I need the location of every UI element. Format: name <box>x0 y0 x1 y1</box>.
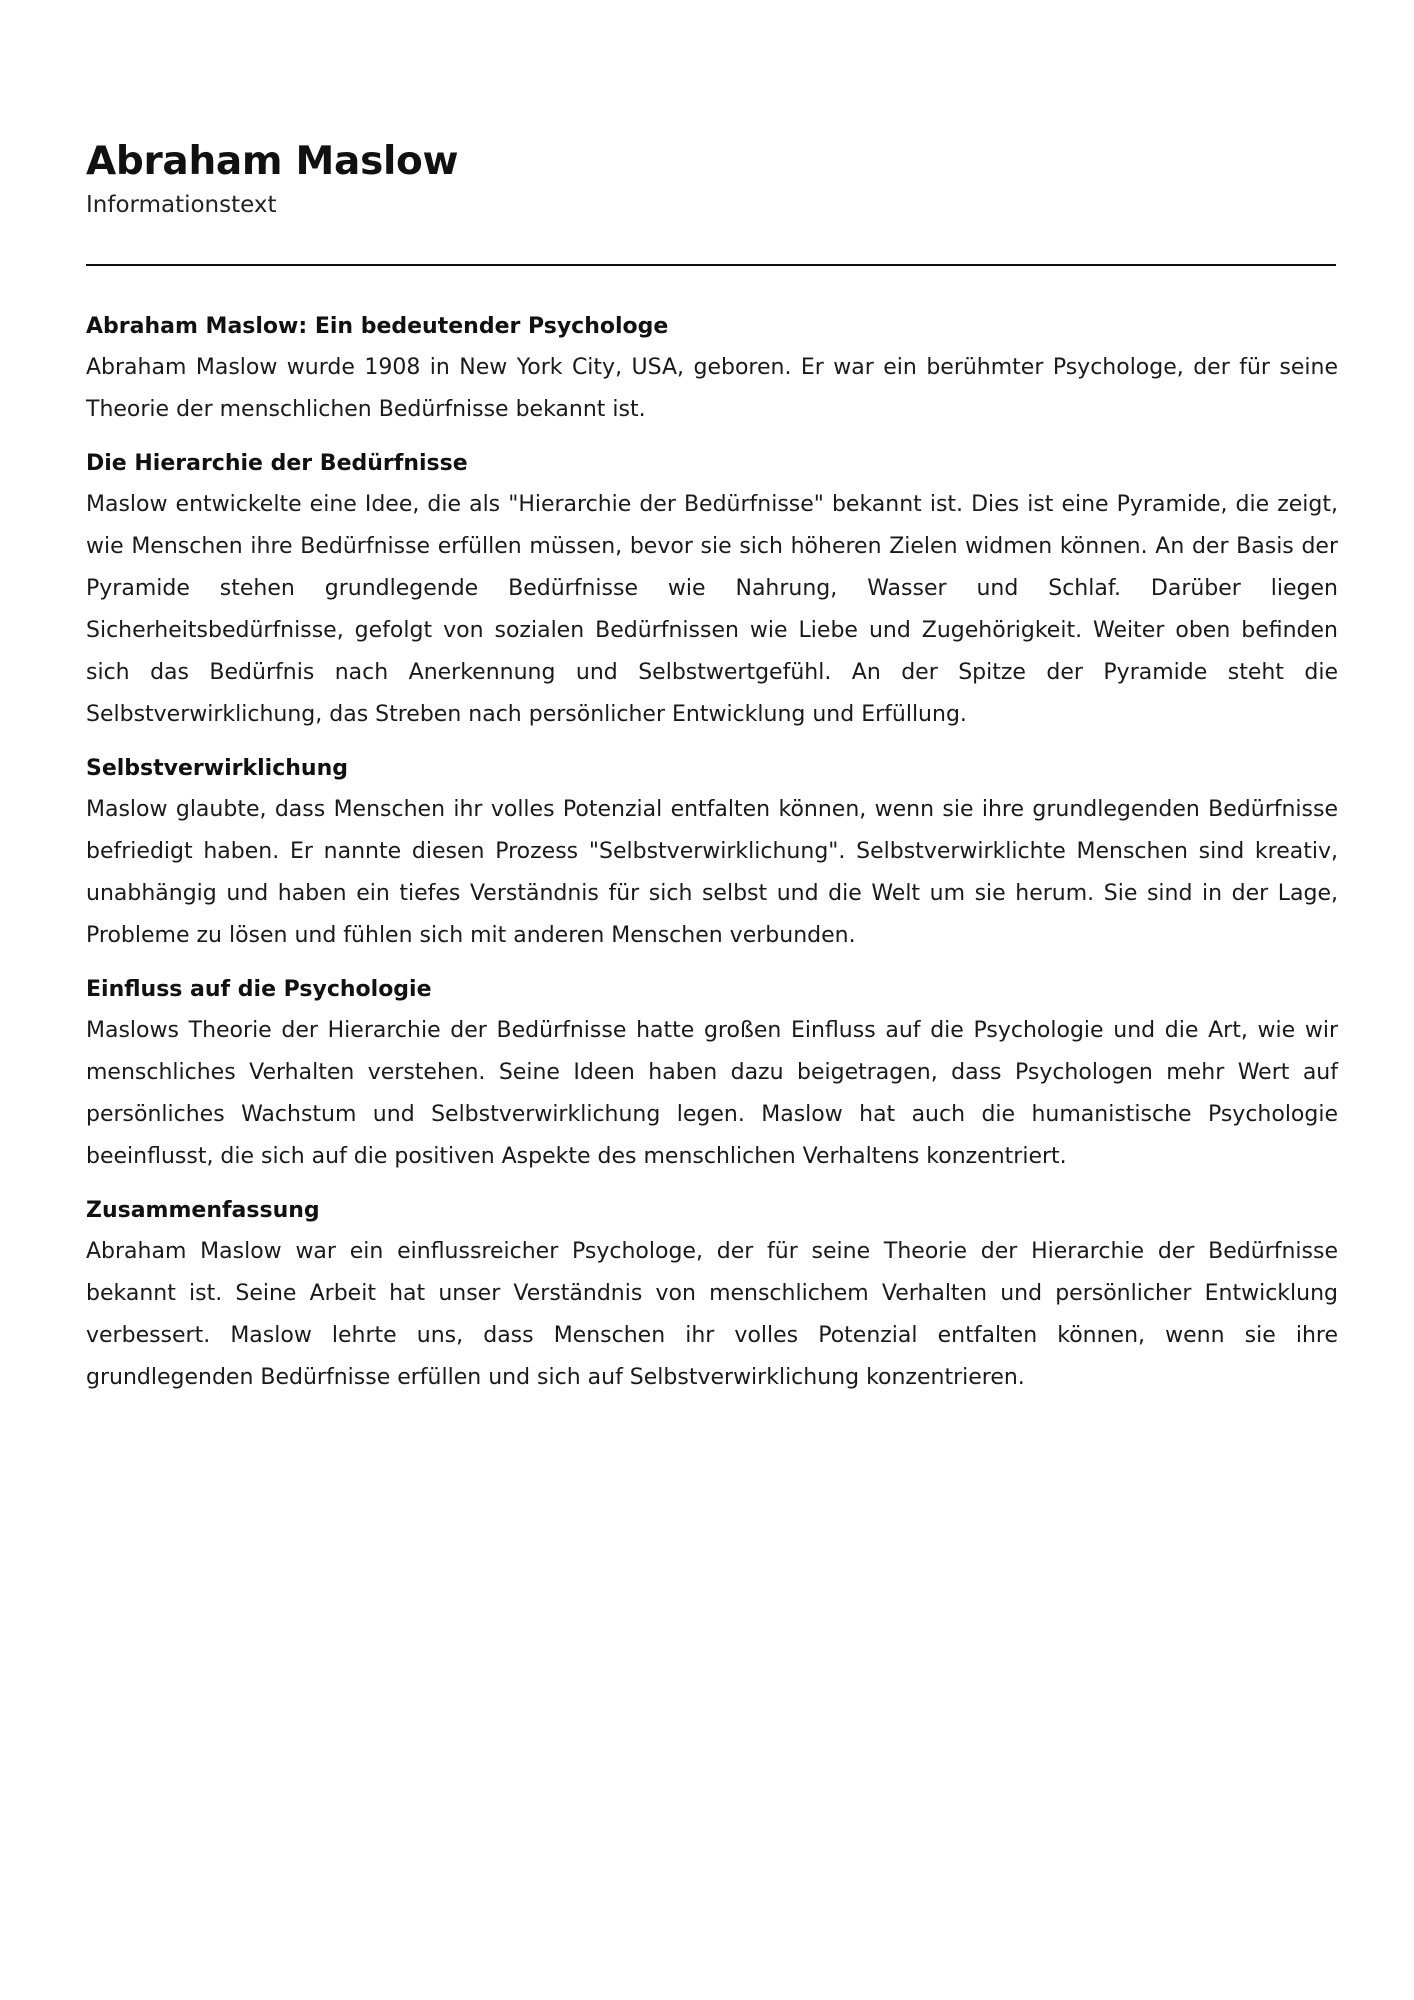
document-page <box>86 136 1338 1399</box>
section-biography <box>86 312 1338 431</box>
section-heading: Die Hierarchie der Bedürfnisse <box>86 451 468 476</box>
section-summary <box>86 1196 1338 1399</box>
section-heading: Abraham Maslow: Ein bedeutender Psychologe <box>86 314 669 339</box>
document-body <box>86 312 1338 1399</box>
title-divider <box>86 264 1336 266</box>
section-heading: Einfluss auf die Psychologie <box>86 977 432 1002</box>
section-influence <box>86 975 1338 1178</box>
section-self-actualization <box>86 754 1338 957</box>
section-heading: Selbstverwirklichung <box>86 756 348 781</box>
document-title: Abraham Maslow <box>86 139 459 184</box>
document-subtitle: Informationstext <box>86 192 277 218</box>
section-paragraph: Abraham Maslow war ein einflussreicher Psychologe, der für seine Theorie der Hierarchie der Bedürfnisse bekannt ist. Seine Arbeit hat unser Verständnis von menschlichem Verhalten und persönlicher Entwicklung verbessert. Maslow lehrte uns, dass Menschen ihr volles Potenzial entfalten können, wenn sie ihre grundlegenden Bedürfnisse erfüllen und sich auf Selbstverwirklichung konzentrieren. <box>86 1239 1338 1390</box>
section-paragraph: Maslows Theorie der Hierarchie der Bedürfnisse hatte großen Einfluss auf die Psychologie und die Art, wie wir menschliches Verhalten verstehen. Seine Ideen haben dazu beigetragen, dass Psychologen mehr Wert auf persönliches Wachstum und Selbstverwirklichung legen. Maslow hat auch die humanistische Psychologie beeinflusst, die sich auf die positiven Aspekte des menschlichen Verhaltens konzentriert. <box>86 1018 1338 1169</box>
section-hierarchy <box>86 449 1338 736</box>
section-paragraph: Maslow entwickelte eine Idee, die als "Hierarchie der Bedürfnisse" bekannt ist. Dies ist eine Pyramide, die zeigt, wie Menschen ihre Bedürfnisse erfüllen müssen, bevor sie sich höheren Zielen widmen können. An der Basis der Pyramide stehen grundlegende Bedürfnisse wie Nahrung, Wasser und Schlaf. Darüber liegen Sicherheitsbedürfnisse, gefolgt von sozialen Bedürfnissen wie Liebe und Zugehörigkeit. Weiter oben befinden sich das Bedürfnis nach Anerkennung und Selbstwertgefühl. An der Spitze der Pyramide steht die Selbstverwirklichung, das Streben nach persönlicher Entwicklung und Erfüllung. <box>86 492 1338 727</box>
section-heading: Zusammenfassung <box>86 1198 320 1223</box>
section-paragraph: Maslow glaubte, dass Menschen ihr volles Potenzial entfalten können, wenn sie ihre grundlegenden Bedürfnisse befriedigt haben. Er nannte diesen Prozess "Selbstverwirklichung". Selbstverwirklichte Menschen sind kreativ, unabhängig und haben ein tiefes Verständnis für sich selbst und die Welt um sie herum. Sie sind in der Lage, Probleme zu lösen und fühlen sich mit anderen Menschen verbunden. <box>86 797 1338 948</box>
section-paragraph: Abraham Maslow wurde 1908 in New York City, USA, geboren. Er war ein berühmter Psychologe, der für seine Theorie der menschlichen Bedürfnisse bekannt ist. <box>86 355 1338 422</box>
